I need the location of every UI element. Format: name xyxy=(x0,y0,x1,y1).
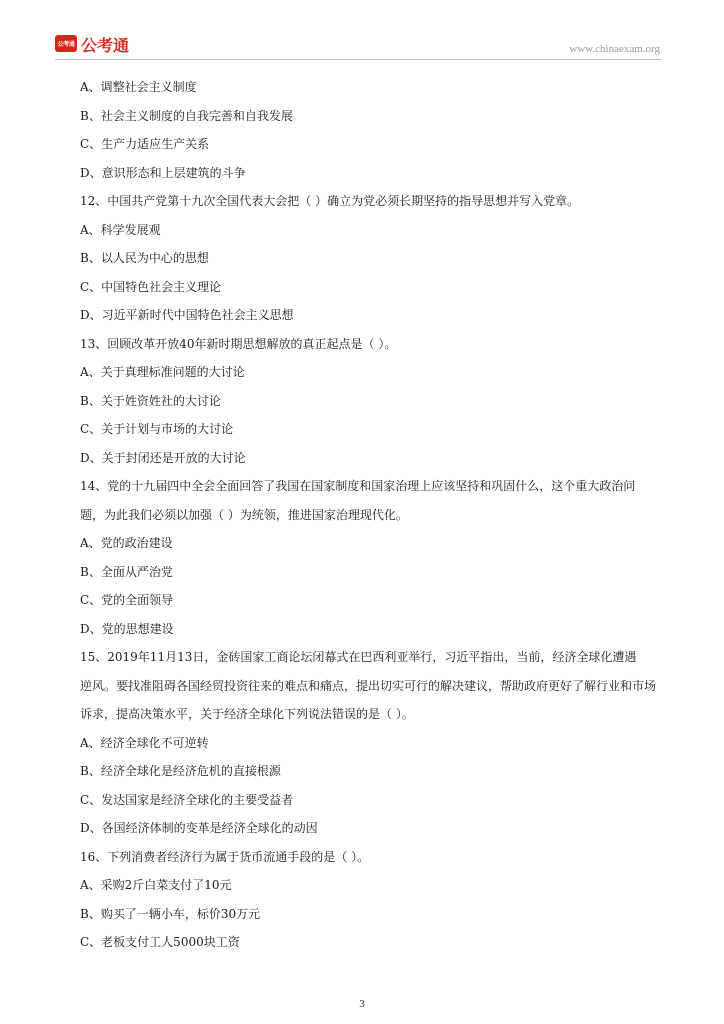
logo-badge: 公考通 xyxy=(55,35,77,52)
header-divider xyxy=(55,59,662,60)
page-number: 3 xyxy=(359,998,365,1010)
option-line: D、关于封闭还是开放的大讨论 xyxy=(80,450,246,465)
option-line: D、党的思想建设 xyxy=(80,621,174,636)
option-line: C、生产力适应生产关系 xyxy=(80,137,210,151)
site-url[interactable]: www.chinaexam.org xyxy=(569,43,660,55)
option-line: D、各国经济体制的变革是经济全球化的动因 xyxy=(80,821,318,835)
option-line: A、经济全球化不可逆转 xyxy=(80,735,209,750)
question-12-stem: 12、中国共产党第十九次全国代表大会把（ ）确立为党必须长期坚持的指导思想并写入党章。 xyxy=(80,194,580,208)
option-line: A、科学发展观 xyxy=(80,222,161,237)
option-line: C、党的全面领导 xyxy=(80,593,174,607)
question-16-stem: 16、下列消费者经济行为属于货币流通手段的是（ ）。 xyxy=(80,849,370,864)
option-line: C、中国特色社会主义理论 xyxy=(80,279,222,294)
option-line: A、采购2斤白菜支付了10元 xyxy=(80,878,232,892)
option-line: B、关于姓资姓社的大讨论 xyxy=(80,393,221,408)
option-line: C、关于计划与市场的大讨论 xyxy=(80,422,234,436)
document-body xyxy=(80,73,670,957)
option-line: A、关于真理标准问题的大讨论 xyxy=(80,365,245,379)
option-line: B、以人民为中心的思想 xyxy=(80,251,209,265)
option-line: D、意识形态和上层建筑的斗争 xyxy=(80,165,246,180)
page-header xyxy=(0,0,724,64)
option-line: A、调整社会主义制度 xyxy=(80,80,197,94)
question-13-stem: 13、回顾改革开放40年新时期思想解放的真正起点是（ ）。 xyxy=(80,336,397,351)
option-line: C、老板支付工人5000块工资 xyxy=(80,935,240,949)
question-14-stem-line-2: 题，为此我们必须以加强（ ）为统领，推进国家治理现代化。 xyxy=(80,507,408,522)
question-14-stem-line-1: 14、党的十九届四中全会全面回答了我国在国家制度和国家治理上应该坚持和巩固什么，这个重大政治问 xyxy=(80,479,636,493)
option-line: B、全面从严治党 xyxy=(80,564,173,579)
option-line: D、习近平新时代中国特色社会主义思想 xyxy=(80,308,294,322)
option-line: B、社会主义制度的自我完善和自我发展 xyxy=(80,108,293,123)
question-15-stem-line-2: 逆风。要找准阻碍各国经贸投资往来的难点和痛点，提出切实可行的解决建议，帮助政府更好了解行业和市场 xyxy=(80,678,657,693)
option-line: C、发达国家是经济全球化的主要受益者 xyxy=(80,792,294,807)
option-line: B、经济全球化是经济危机的直接根源 xyxy=(80,764,281,778)
question-15-stem-line-3: 诉求，提高决策水平，关于经济全球化下列说法错误的是（ ）。 xyxy=(80,707,414,721)
logo-text: 公考通 xyxy=(81,36,130,55)
option-line: B、购买了一辆小车，标价30万元 xyxy=(80,906,261,921)
question-15-stem-line-1: 15、2019年11月13日，金砖国家工商论坛闭幕式在巴西利亚举行，习近平指出，当前，经济全球化遭遇 xyxy=(80,650,637,664)
option-line: A、党的政治建设 xyxy=(80,536,173,550)
